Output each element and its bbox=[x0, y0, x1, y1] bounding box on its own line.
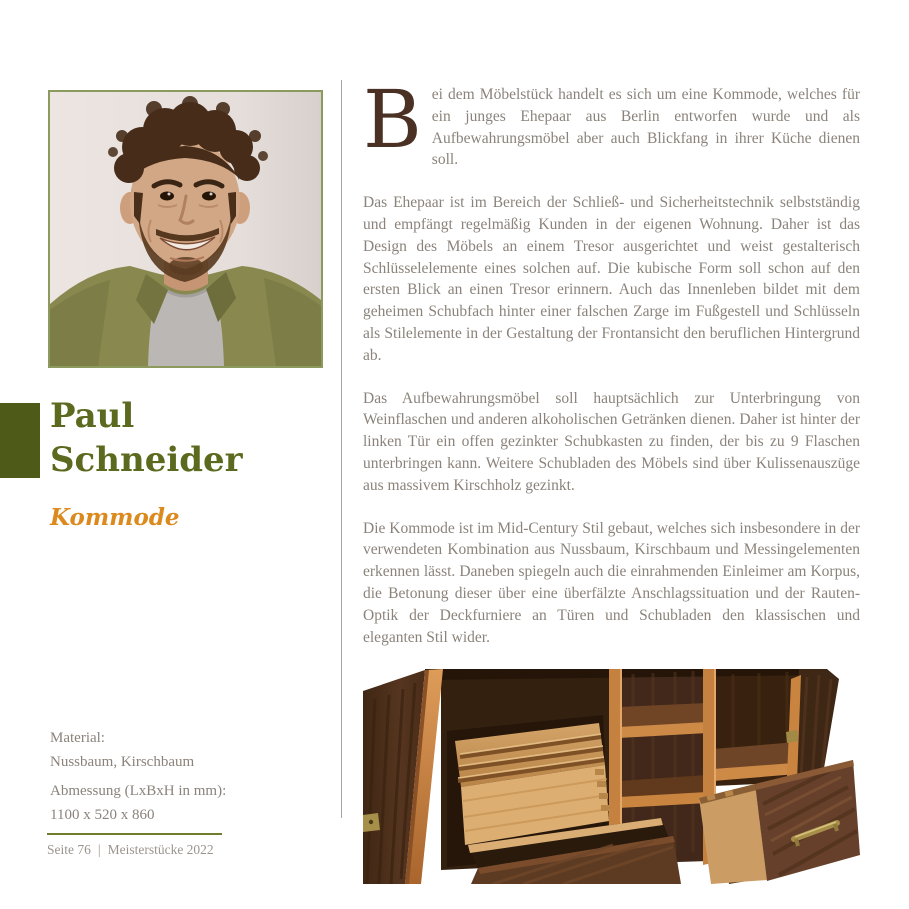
paragraph-text-3: Das Aufbewahrungsmöbel soll hauptsächlich zur Unterbringung von Weinflaschen und anderen alkoholischen Getränken dienen. Daher ist hinter der linken Tür ein offen gezinkter Schubkasten zu finden, der bis zu 9 Flaschen unterbringen kann. Weitere Schubladen des Möbels sind über Kulissenauszüge aus massivem Kirschholz gezinkt. bbox=[363, 389, 860, 494]
drop-cap: B bbox=[363, 73, 422, 166]
dimensions-label: Abmessung (LxBxH in mm): bbox=[50, 783, 227, 799]
article-column bbox=[363, 73, 860, 884]
vertical-divider bbox=[341, 80, 342, 818]
article-paragraph-4 bbox=[363, 518, 860, 649]
dimensions-value: 1100 x 520 x 860 bbox=[50, 807, 155, 823]
article-paragraph-2 bbox=[363, 192, 860, 366]
person-first-name: Paul bbox=[50, 396, 135, 436]
accent-square bbox=[0, 403, 40, 478]
article-paragraph-3 bbox=[363, 388, 860, 497]
material-block bbox=[50, 726, 330, 774]
article-paragraph-1 bbox=[363, 73, 860, 171]
project-title: Kommode bbox=[50, 504, 180, 531]
publication-name: Meisterstücke 2022 bbox=[107, 842, 214, 857]
portrait-illustration bbox=[50, 92, 321, 366]
material-label: Material: bbox=[50, 730, 105, 746]
page-title-person-name bbox=[50, 394, 330, 482]
page-footer bbox=[47, 842, 347, 858]
portrait-photo bbox=[48, 90, 323, 368]
footer-separator: | bbox=[97, 842, 101, 857]
furniture-photo bbox=[363, 669, 860, 884]
paragraph-text-4: Die Kommode ist im Mid-Century Stil gebaut, welches sich insbesondere in der verwendeten Kombination aus Nussbaum, Kirschbaum und Messingelementen erkennen lässt. Daneben spiegeln auch die einrahmenden Einleimer am Korpus, die Betonung dieser über eine überfälzte Anschlagssituation und der Rauten-Optik der Deckfurniere an Türen und Schubladen den klassischen und eleganten Stil wider. bbox=[363, 519, 860, 646]
paragraph-text-1: ei dem Möbelstück handelt es sich um eine Kommode, welches für ein junges Ehepaar aus Berlin entworfen wurde und als Aufbewahrungsmöbel aber auch Blickfang in ihrer Küche dienen soll. bbox=[431, 86, 860, 169]
dimensions-block bbox=[50, 779, 330, 827]
material-value: Nussbaum, Kirschbaum bbox=[50, 754, 195, 770]
page-number: Seite 76 bbox=[47, 842, 91, 857]
footer-rule bbox=[47, 833, 222, 835]
paragraph-text-2: Das Ehepaar ist im Bereich der Schließ- und Sicherheitstechnik selbstständig und empfängt regelmäßig Kunden in der eigenen Wohnung. Daher ist das Design des Möbels an einem Tresor ausgerichtet und weist gestalterisch Schlüsselelemente eines solchen auf. Die kubische Form soll schon auf den ersten Blick an einen Tresor erinnern. Auch das Innenleben bildet mit dem geheimen Schubfach hinter einer falschen Zarge im Fußgestell und Schlüsseln als Stilelemente in der Gestaltung der Frontansicht den beruflichen Hintergrund ab. bbox=[363, 194, 860, 364]
person-last-name: Schneider bbox=[50, 440, 243, 480]
